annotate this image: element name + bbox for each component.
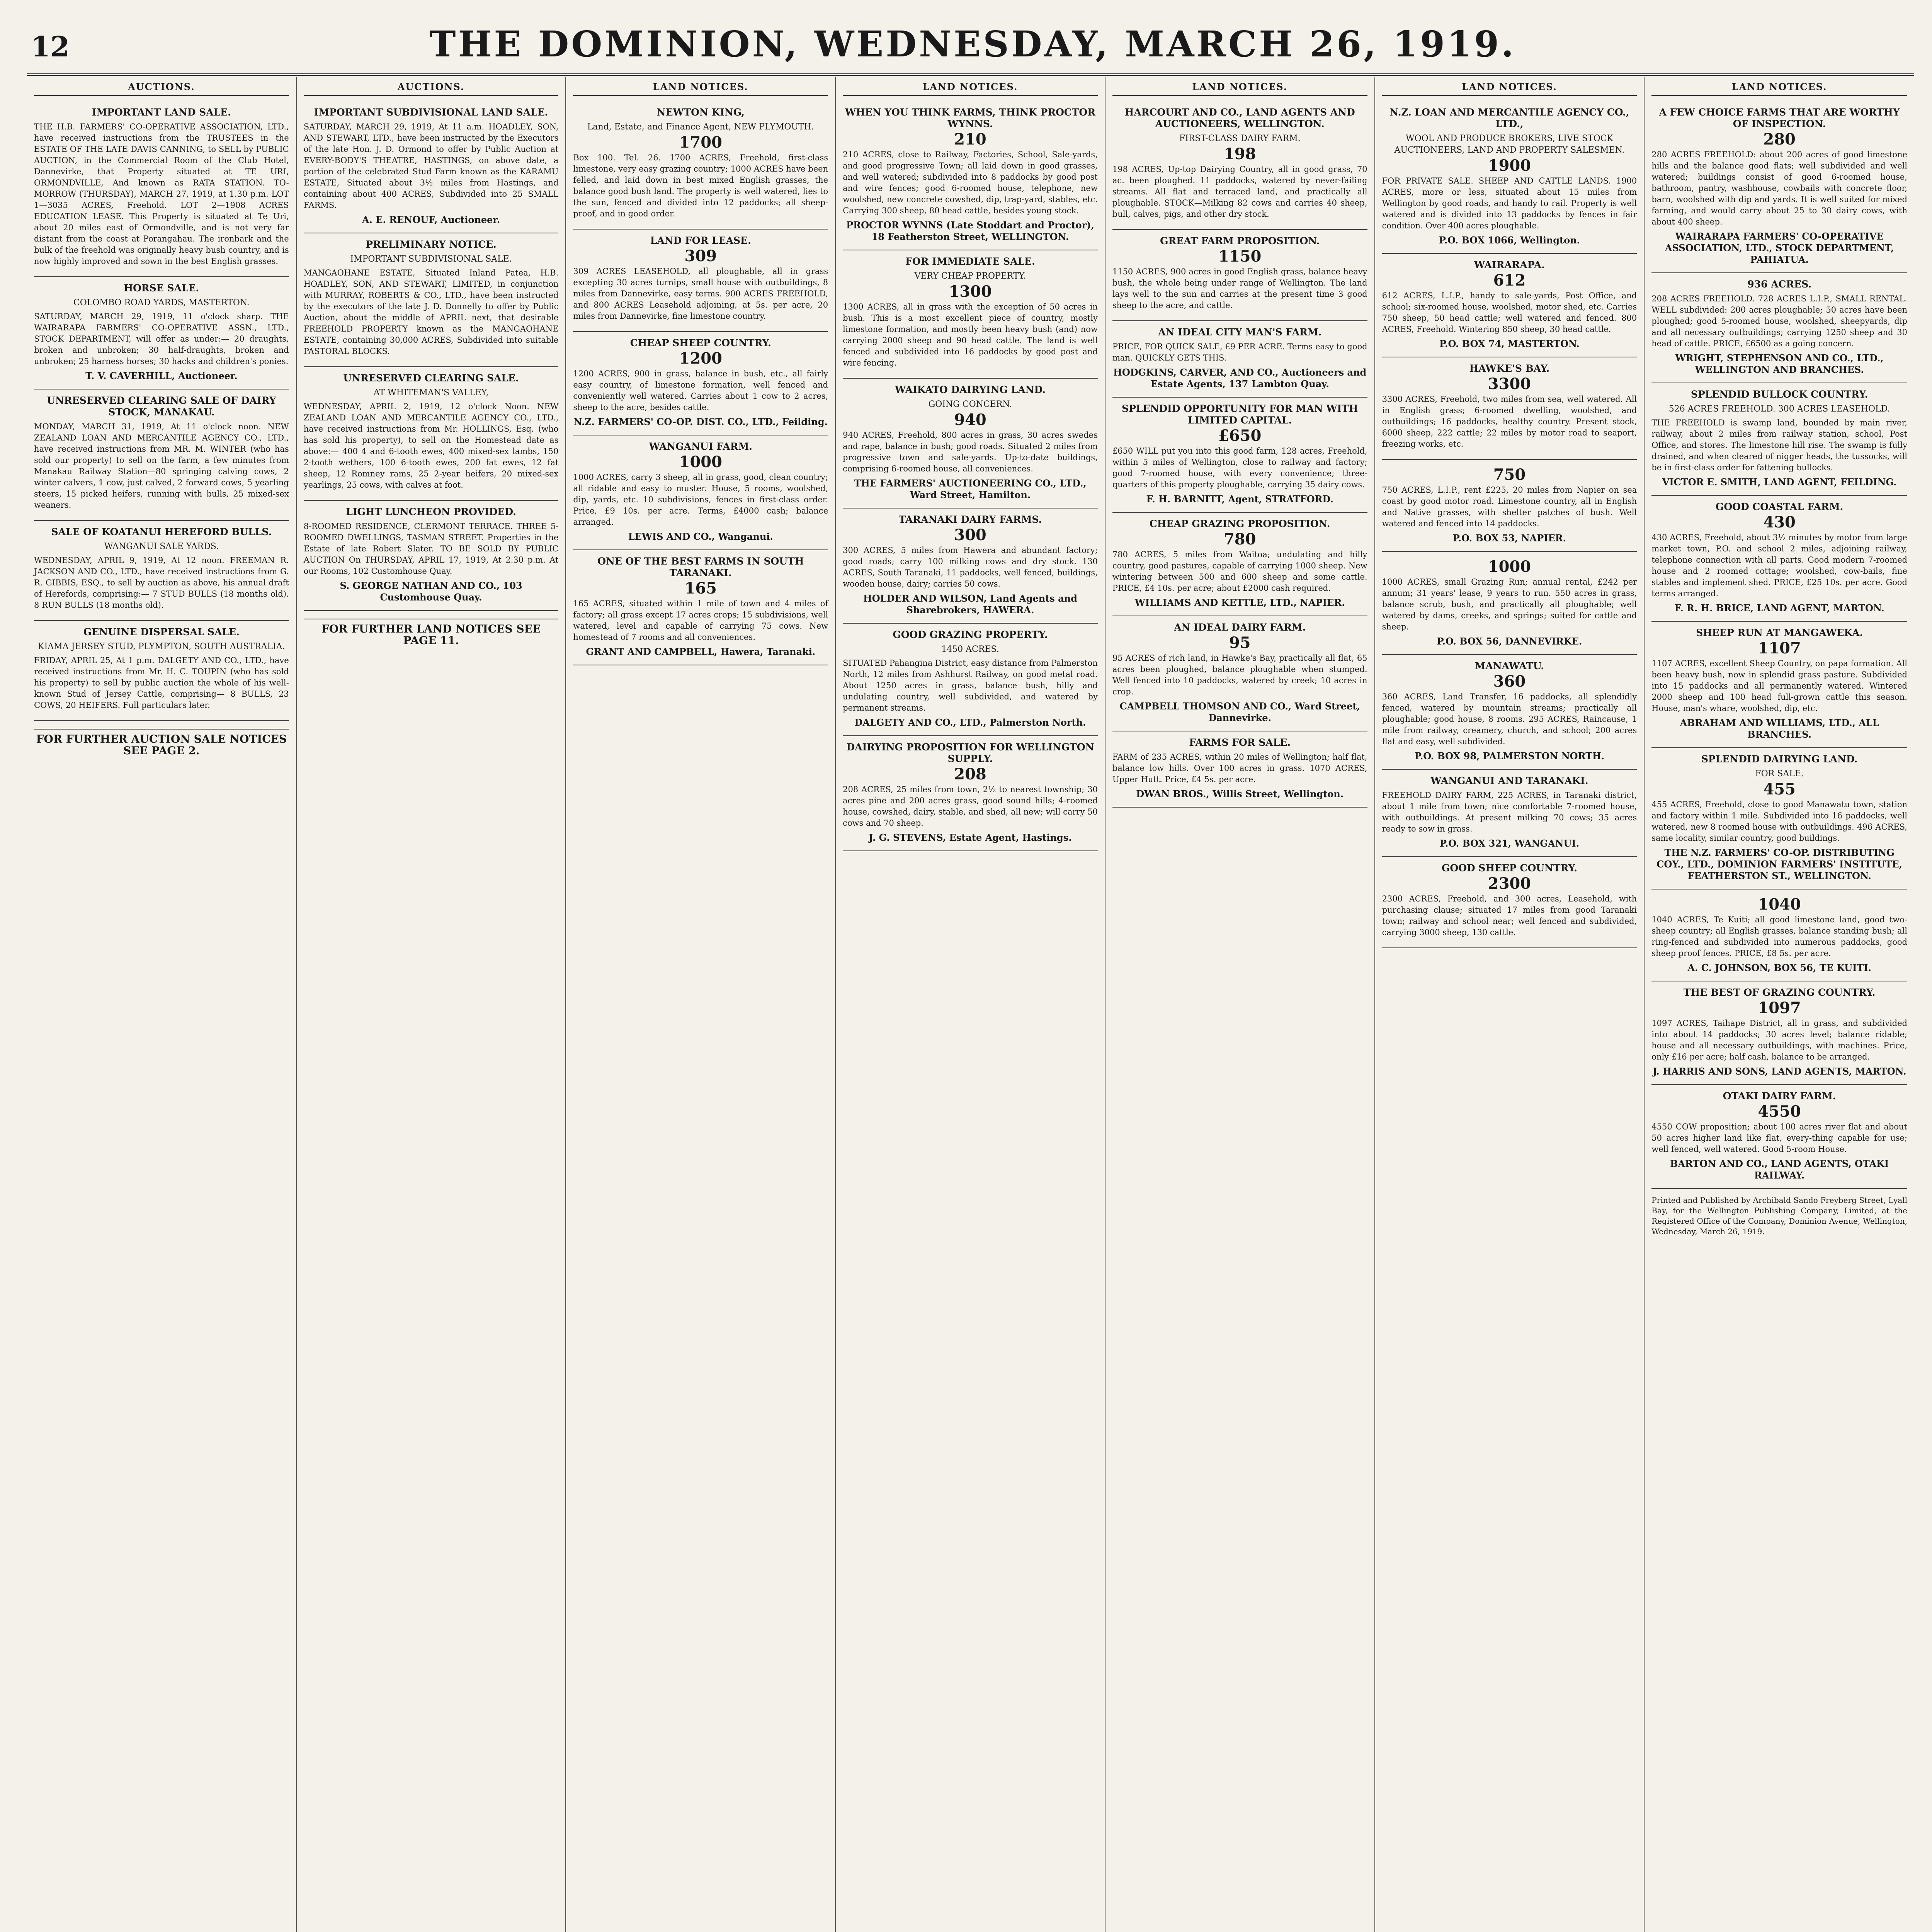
advertisement <box>304 367 559 501</box>
ad-title: DAIRYING PROPOSITION FOR WELLINGTON SUPPLY. <box>846 742 1094 764</box>
ad-subtitle: 1450 ACRES. <box>941 645 999 654</box>
ad-acreage: 198 <box>1223 145 1256 163</box>
ad-title: 936 ACRES. <box>1747 279 1812 290</box>
ad-body-text: 940 ACRES, Freehold, 800 acres in grass, 30 acres swedes and rape, balance in bush; good roads. Situated 2 miles from progressive town and sale-yards. Up-to-date buildings, comprising 6-roomed house, all conveniences. <box>843 430 1098 473</box>
ad-body-text: 750 ACRES, L.I.P., rent £225, 20 miles from Napier on sea coast by good motor road. Limestone country, all in English and Native grasses, with shelter patches of bush. Well watered and fenced into 14 paddocks. <box>1382 485 1637 528</box>
ad-acreage: 430 <box>1763 513 1796 531</box>
ad-agent-signature: P.O. BOX 1066, Wellington. <box>1439 235 1580 246</box>
advertisement <box>1651 383 1907 496</box>
ad-title: IMPORTANT LAND SALE. <box>92 107 231 118</box>
ad-body-text: SATURDAY, MARCH 29, 1919, 11 o'clock sharp. THE WAIRARAPA FARMERS' CO-OPERATIVE ASSN., LTD., STOCK DEPARTMENT, will offer as under:— 20 draughts, broken and unbroken; 30 half-draughts, broken and unbroken; 25 harness horses; 30 hacks and children's ponies. <box>34 312 289 366</box>
ad-acreage: £650 <box>1218 427 1262 445</box>
ad-body-text: 208 ACRES, 25 miles from town, 2½ to nearest township; 30 acres pine and 200 acres grass, good sound hills; 4-roomed house, cowshed, dairy, stable, and shed, all new; will carry 50 cows and 70 sheep. <box>843 785 1098 828</box>
ad-title: OTAKI DAIRY FARM. <box>1723 1090 1836 1102</box>
ad-body-text: 165 ACRES, situated within 1 mile of town and 4 miles of factory; all grass except 17 acres crops; 15 subdivisions, well watered, level and capable of carrying 75 cows. New homestead of 7 rooms and all conveniences. <box>573 599 828 642</box>
advertisement <box>843 624 1098 736</box>
ad-agent-signature: ABRAHAM AND WILLIAMS, LTD., ALL BRANCHES. <box>1680 717 1879 740</box>
column-6 <box>1375 77 1645 1932</box>
ad-agent-signature: VICTOR E. SMITH, LAND AGENT, FEILDING. <box>1662 476 1897 488</box>
column-3 <box>566 77 836 1932</box>
advertisement <box>1651 981 1907 1085</box>
ad-body-text: 198 ACRES, Up-top Dairying Country, all in good grass, 70 ac. been ploughed. 11 paddocks, watered by never-failing streams. All flat and terraced land, and practically all ploughable. STOCK—Milking 82 cows and carries 40 sheep, bull, calves, pigs, and other dry stock. <box>1112 165 1367 219</box>
ad-body-text: Box 100. Tel. 26. 1700 ACRES, Freehold, first-class limestone, very easy grazing country; 1000 ACRES have been felled, and laid down in best mixed English grasses, the balance good bush land. The property is well watered, lies to the sun, fenced and divided into 12 paddocks; all sheep-proof, and in good order. <box>573 153 828 218</box>
ad-title: CHEAP SHEEP COUNTRY. <box>630 337 771 349</box>
ad-body-text: 8-ROOMED RESIDENCE, CLERMONT TERRACE. THREE 5-ROOMED DWELLINGS, TASMAN STREET. Properties in the Estate of late Robert Slater. TO BE SOLD BY PUBLIC AUCTION On THURSDAY, APRIL 17, 1919, At 2.30 p.m. At our Rooms, 102 Customhouse Quay. <box>303 522 559 576</box>
ad-title: A FEW CHOICE FARMS THAT ARE WORTHY OF INSPECTION. <box>1659 107 1900 129</box>
ad-agent-signature: F. R. H. BRICE, LAND AGENT, MARTON. <box>1674 602 1884 614</box>
advertisement <box>573 230 828 332</box>
ad-body-text: MANGAOHANE ESTATE, Situated Inland Patea, H.B. HOADLEY, SON, AND STEWART, LIMITED, in conjunction with MURRAY, ROBERTS & CO., LTD., have been instructed by the executors of the late J. D. Donnelly to offer by Public Auction, about the middle of APRIL next, that desirable FREEHOLD PROPERTY known as the MANGAOHANE ESTATE, containing 30,000 ACRES, Subdivided into suitable PASTORAL BLOCKS. <box>303 268 559 356</box>
ad-subtitle: FIRST-CLASS DAIRY FARM. <box>1179 134 1301 143</box>
ad-agent-signature: P.O. BOX 321, WANGANUI. <box>1439 838 1579 849</box>
column-heading: AUCTIONS. <box>34 81 289 96</box>
ad-subtitle: IMPORTANT SUBDIVISIONAL SALE. <box>350 254 512 264</box>
ad-title: SPLENDID OPPORTUNITY FOR MAN WITH LIMITED CAPITAL. <box>1122 403 1358 426</box>
column-heading: LAND NOTICES. <box>1651 81 1907 96</box>
ad-title: WHEN YOU THINK FARMS, THINK PROCTOR WYNNS. <box>845 107 1095 129</box>
advertisement <box>573 435 828 550</box>
advertisement <box>1651 889 1907 981</box>
ad-title: WAIKATO DAIRYING LAND. <box>895 384 1046 395</box>
column-footer-notice: FOR FURTHER LAND NOTICES SEE PAGE 11. <box>304 619 559 646</box>
ad-agent-signature: THE N.Z. FARMERS' CO-OP. DISTRIBUTING COY., LTD., DOMINION FARMERS' INSTITUTE, FEATHERSTON ST., WELLINGTON. <box>1656 847 1902 881</box>
ad-subtitle: Land, Estate, and Finance Agent, NEW PLYMOUTH. <box>587 122 814 132</box>
ad-subtitle: FOR SALE. <box>1755 769 1804 779</box>
ad-body-text: 455 ACRES, Freehold, close to good Manawatu town, station and factory within 1 mile. Subdivided into 16 paddocks, well watered, new 8 roomed house with outbuildings. 496 ACRES, same locality, similar country, good buildings. <box>1651 800 1907 843</box>
ad-body-text: 309 ACRES LEASEHOLD, all ploughable, all in grass excepting 30 acres turnips, small house with outbuildings, 8 miles from Dannevirke, easy terms. 900 ACRES FREEHOLD, and 800 ACRES Leasehold adjoining, at 5s. per acre, 20 miles from Dannevirke, fine limestone country. <box>573 267 828 321</box>
ad-body-text: 780 ACRES, 5 miles from Waitoa; undulating and hilly country, good pastures, capable of carrying 1000 sheep. New wintering between 500 and 600 sheep and some cattle. PRICE, £4 10s. per acre; about £2000 cash required. <box>1112 550 1367 593</box>
ad-agent-signature: LEWIS AND CO., Wanganui. <box>628 531 773 542</box>
ad-agent-signature: PROCTOR WYNNS (Late Stoddart and Proctor), 18 Featherston Street, WELLINGTON. <box>846 219 1094 242</box>
ad-body-text: 1000 ACRES, carry 3 sheep, all in grass, good, clean country; all ridable and easy to muster. House, 5 rooms, woolshed, dip, yards, etc. 10 subdivisions, fences in first-class order. Price, £9 10s. per acre. Terms, £4000 cash; balance arranged. <box>573 473 828 527</box>
ad-acreage: 1097 <box>1758 999 1801 1017</box>
ad-agent-signature: HOLDER AND WILSON, Land Agents and Sharebrokers, HAWERA. <box>863 593 1077 616</box>
ad-agent-signature: WAIRARAPA FARMERS' CO-OPERATIVE ASSOCIATION, LTD., STOCK DEPARTMENT, PAHIATUA. <box>1665 231 1894 265</box>
advertisement <box>1651 101 1907 273</box>
ad-acreage: 1000 <box>1488 558 1531 576</box>
ad-body-text: 1300 ACRES, all in grass with the exception of 50 acres in bush. This is a most excellent piece of country, mostly limestone formation, and mostly been heavy bush (and) now carrying 2000 sheep and 90 head cattle. The land is well fenced and subdivided into 16 paddocks by good post and wire fencing. <box>843 302 1098 367</box>
ad-title: GENUINE DISPERSAL SALE. <box>83 626 240 638</box>
advertisement <box>1112 731 1367 808</box>
ad-body-text: 430 ACRES, Freehold, about 3½ minutes by motor from large market town, P.O. and school 2 miles, adjoining railway, telephone connection with all parts. Good modern 7-roomed house and 2 roomed cottage; woolshed, cow-bails, fine stables and implement shed. PRICE, £25 10s. per acre. Good terms arranged. <box>1651 533 1907 598</box>
ad-body-text: FARM of 235 ACRES, within 20 miles of Wellington; half flat, balance low hills. Over 100 acres in grass. 1070 ACRES, Upper Hutt. Price, £4 5s. per acre. <box>1112 752 1367 784</box>
ad-body-text: FRIDAY, APRIL 25, At 1 p.m. DALGETY AND CO., LTD., have received instructions from Mr. H. C. TOUPIN (who has sold his property) to sell by public auction the whole of his well-known Stud of Jersey Cattle, comprising— 8 BULLS, 23 COWS, 20 HEIFERS. Full particulars later. <box>34 656 289 710</box>
newspaper-title: THE DOMINION, WEDNESDAY, MARCH 26, 1919. <box>429 23 1516 65</box>
advertisement <box>1382 770 1637 857</box>
ad-agent-signature: S. GEORGE NATHAN AND CO., 103 Customhouse Quay. <box>340 580 522 603</box>
ad-body-text: 208 ACRES FREEHOLD. 728 ACRES L.I.P., SMALL RENTAL. WELL subdivided: 200 acres ploughable; 50 acres have been ploughed; good 5-roomed house, woolshed, sheepyards, dip and all necessary outbuildings; carrying 1250 sheep and 30 head of cattle. PRICE, £6500 as a going concern. <box>1651 294 1907 348</box>
advertisement <box>1382 655 1637 770</box>
ad-acreage: 4550 <box>1758 1102 1801 1121</box>
ad-agent-signature: DALGETY AND CO., LTD., Palmerston North. <box>854 717 1086 728</box>
ad-agent-signature: P.O. BOX 98, PALMERSTON NORTH. <box>1414 750 1605 762</box>
column-grid <box>27 77 1914 1932</box>
ad-acreage: 1700 <box>679 133 722 151</box>
ad-title: SHEEP RUN AT MANGAWEKA. <box>1696 627 1863 638</box>
advertisement <box>1112 101 1367 230</box>
ad-body-text: 1000 ACRES, small Grazing Run; annual rental, £242 per annum; 31 years' lease, 9 years to run. 550 acres in grass, balance scrub, bush, and practically all ploughable; well watered by dams, creeks, and springs; suited for cattle and sheep. <box>1382 577 1637 631</box>
ad-body-text: £650 WILL put you into this good farm, 128 acres, Freehold, within 5 miles of Wellington, close to railway and factory; good 7-roomed house, with every convenience; three-quarters of this property ploughable, carrying 35 dairy cows. <box>1112 446 1367 489</box>
ad-title: TARANAKI DAIRY FARMS. <box>898 514 1042 525</box>
ad-agent-signature: P.O. BOX 74, MASTERTON. <box>1439 338 1580 349</box>
ad-title: CHEAP GRAZING PROPOSITION. <box>1149 518 1330 529</box>
ad-acreage: 3300 <box>1488 375 1531 393</box>
ad-acreage: 360 <box>1493 672 1526 690</box>
ad-title: N.Z. LOAN AND MERCANTILE AGENCY CO., LTD., <box>1389 107 1629 129</box>
advertisement <box>573 550 828 665</box>
ad-body-text: 1200 ACRES, 900 in grass, balance in bush, etc., all fairly easy country, of limestone formation, well fenced and conveniently well watered. Carries about 1 cow to 2 acres, sheep to the acre, besides cattle. <box>573 369 828 412</box>
ad-title: PRELIMINARY NOTICE. <box>366 239 497 250</box>
ad-agent-signature: N.Z. FARMERS' CO-OP. DIST. CO., LTD., Feilding. <box>573 416 828 427</box>
ad-subtitle: COLOMBO ROAD YARDS, MASTERTON. <box>73 298 250 308</box>
advertisement <box>1112 398 1367 513</box>
page-number: 12 <box>31 30 70 63</box>
ad-acreage: 612 <box>1493 271 1526 289</box>
advertisement <box>1382 254 1637 357</box>
ad-body-text: PRICE, FOR QUICK SALE, £9 PER ACRE. Terms easy to good man. QUICKLY GETS THIS. <box>1112 342 1367 362</box>
ad-acreage: 455 <box>1763 780 1796 798</box>
advertisement <box>1112 230 1367 321</box>
ad-body-text: 95 ACRES of rich land, in Hawke's Bay, practically all flat, 65 acres been ploughed, balance ploughable when stumped. Well fenced into 10 paddocks, watered by creek; 10 acres in crop. <box>1112 653 1367 696</box>
ad-title: MANAWATU. <box>1475 660 1544 672</box>
ad-acreage: 1000 <box>679 453 722 471</box>
ad-body-text: 1150 ACRES, 900 acres in good English grass, balance heavy bush, the whole being under range of Wellington. The land lays well to the sun and carries at the present time 3 good sheep to the acre, and cattle. <box>1112 267 1367 310</box>
ad-title: UNRESERVED CLEARING SALE OF DAIRY STOCK, MANAKAU. <box>47 395 276 418</box>
advertisement <box>304 101 559 233</box>
ad-agent-signature: CAMPBELL THOMSON AND CO., Ward Street, Dannevirke. <box>1119 701 1360 723</box>
ad-agent-signature: DWAN BROS., Willis Street, Wellington. <box>1136 788 1344 799</box>
ad-acreage: 2300 <box>1488 874 1531 893</box>
ad-title: SPLENDID BULLOCK COUNTRY. <box>1690 389 1868 400</box>
ad-agent-signature: A. C. JOHNSON, BOX 56, TE KUITI. <box>1687 962 1871 973</box>
ad-body-text: SATURDAY, MARCH 29, 1919, At 11 a.m. HOADLEY, SON, AND STEWART, LTD., have been instructed by the Executors of the late Hon. J. D. Ormond to offer by Public Auction at EVERY-BODY'S THEATRE, HASTINGS, on above date, a portion of the celebrated Stud Farm known as the KARAMU ESTATE, Situated about 3½ miles from Hastings, and containing about 400 ACRES, Subdivided into 25 SMALL FARMS. <box>303 122 559 210</box>
ad-acreage: 1040 <box>1758 895 1801 913</box>
ad-agent-signature: A. E. RENOUF, Auctioneer. <box>362 214 500 225</box>
ad-subtitle: AT WHITEMAN'S VALLEY, <box>373 388 489 398</box>
ad-title: THE BEST OF GRAZING COUNTRY. <box>1683 987 1876 998</box>
ad-body-text: 360 ACRES, Land Transfer, 16 paddocks, all splendidly fenced, watered by mountain streams; practically all ploughable; good house, 8 rooms. 295 ACRES, Raincause, 1 mile from railway, creamery, church, and school; 200 acres flat and easy, well subdivided. <box>1382 692 1637 746</box>
column-5 <box>1105 77 1375 1932</box>
ad-body-text: 300 ACRES, 5 miles from Hawera and abundant factory; good roads; carry 100 milking cows and dry stock. 130 ACRES, South Taranaki, 11 paddocks, well fenced, buildings, wooden house, dairy; carries 50 cows. <box>843 546 1098 588</box>
ad-acreage: 95 <box>1229 634 1251 652</box>
ad-title: WANGANUI AND TARANAKI. <box>1430 775 1588 786</box>
advertisement <box>1382 460 1637 552</box>
ad-title: FARMS FOR SALE. <box>1189 737 1291 748</box>
ad-title: FOR IMMEDIATE SALE. <box>905 256 1035 267</box>
advertisement <box>1651 496 1907 622</box>
column-1 <box>27 77 297 1932</box>
ad-body-text: 210 ACRES, close to Railway, Factories, School, Sale-yards, and good progressive Town; all laid down in good grasses, and well watered; subdivided into 8 paddocks by good post and wire fences; good 6-roomed house, telephone, new woolshed, new concrete cowshed, dip, trap-yard, stables, etc. Carrying 300 sheep, 80 head cattle, besides young stock. <box>843 150 1098 215</box>
column-heading: LAND NOTICES. <box>1382 81 1637 96</box>
ad-acreage: 300 <box>954 526 986 544</box>
ad-body-text: 1107 ACRES, excellent Sheep Country, on papa formation. All been heavy bush, now in splendid grass pasture. Subdivided into 15 paddocks and all permanently watered. Wintered 2000 sheep and 100 head full-grown cattle this season. House, man's whare, woolshed, dip, etc. <box>1651 659 1907 713</box>
ad-subtitle: GOING CONCERN. <box>928 400 1012 409</box>
ad-acreage: 780 <box>1223 530 1256 548</box>
column-heading: LAND NOTICES. <box>843 81 1098 96</box>
ad-body-text: 1097 ACRES, Taihape District, all in grass, and subdivided into about 14 paddocks; 30 acres level; balance ridable; house and all necessary outbuildings, with machines. Price, only £16 per acre; half cash, balance to be arranged. <box>1651 1019 1907 1061</box>
ad-body-text: WEDNESDAY, APRIL 9, 1919, At 12 noon. FREEMAN R. JACKSON AND CO., LTD., have received instructions from G. R. GIBBIS, ESQ., to sell by auction as above, his annual draft of Herefords, comprising:— 7 STUD BULLS (18 months old). 8 RUN BULLS (18 months old). <box>34 556 289 610</box>
advertisement <box>573 101 828 230</box>
ad-body-text: 1040 ACRES, Te Kuiti; all good limestone land, good two-sheep country; all English grasses, balance standing bush; all ring-fenced and subdivided into numerous paddocks, good sheep proof fences. PRICE, £8 5s. per acre. <box>1651 915 1907 958</box>
advertisement <box>843 101 1098 250</box>
ad-title: LAND FOR LEASE. <box>650 235 751 246</box>
ad-agent-signature: P.O. BOX 56, DANNEVIRKE. <box>1437 636 1582 647</box>
ad-subtitle: WOOL AND PRODUCE BROKERS, LIVE STOCK AUCTIONEERS, LAND AND PROPERTY SALESMEN. <box>1394 134 1625 155</box>
ad-title: SPLENDID DAIRYING LAND. <box>1701 753 1858 765</box>
ad-body-text: THE FREEHOLD is swamp land, bounded by main river, railway, about 2 miles from railway station, school, Post Office, and stores. The limestone hill rise. The swamp is fully drained, and when cleared of nigger heads, the tussocks, will be in first-class order for fattening bullocks. <box>1651 418 1907 472</box>
advertisement <box>34 521 289 621</box>
ad-subtitle: 526 ACRES FREEHOLD. 300 ACRES LEASEHOLD. <box>1668 404 1890 414</box>
ad-acreage: 750 <box>1493 466 1526 484</box>
ad-acreage: 1200 <box>679 349 722 367</box>
advertisement <box>1382 857 1637 948</box>
ad-title: GREAT FARM PROPOSITION. <box>1160 235 1320 247</box>
ad-title: WAIRARAPA. <box>1474 259 1545 270</box>
ad-body-text: 4550 COW proposition; about 100 acres river flat and about 50 acres higher land like flat, every-thing capable for use; well fenced, well watered. Good 5-room House. <box>1651 1122 1907 1154</box>
ad-acreage: 208 <box>954 765 986 783</box>
advertisement <box>1112 616 1367 731</box>
ad-subtitle: WANGANUI SALE YARDS. <box>104 542 219 551</box>
ad-title: AN IDEAL DAIRY FARM. <box>1174 622 1306 633</box>
column-heading: AUCTIONS. <box>304 81 559 96</box>
ad-title: GOOD COASTAL FARM. <box>1716 501 1844 512</box>
advertisement <box>1112 513 1367 616</box>
ad-title: UNRESERVED CLEARING SALE. <box>343 372 519 384</box>
ad-title: HORSE SALE. <box>124 282 199 294</box>
ad-title: HARCOURT AND CO., LAND AGENTS AND AUCTIONEERS, WELLINGTON. <box>1124 107 1355 129</box>
ad-title: LIGHT LUNCHEON PROVIDED. <box>346 506 516 517</box>
column-footer-notice: FOR FURTHER AUCTION SALE NOTICES SEE PAGE 2. <box>34 729 289 757</box>
ad-body-text: 2300 ACRES, Freehold, and 300 acres, Leasehold, with purchasing clause; situated 17 miles from good Taranaki town; railway and school near; well fenced and subdivided, carrying 3000 sheep, 130 cattle. <box>1382 894 1637 937</box>
ad-acreage: 165 <box>684 579 717 597</box>
advertisement <box>304 501 559 611</box>
column-heading: LAND NOTICES. <box>573 81 828 96</box>
ad-body-text: FREEHOLD DAIRY FARM, 225 ACRES, in Taranaki district, about 1 mile from town; nice comfortable 7-roomed house, with outbuildings. At present milking 70 cows; 35 acres ready to sow in grass. <box>1382 791 1637 833</box>
advertisement <box>843 250 1098 379</box>
advertisement <box>1382 552 1637 655</box>
ad-title: WANGANUI FARM. <box>649 441 752 452</box>
column-4 <box>836 77 1105 1932</box>
advertisement <box>34 389 289 521</box>
ad-agent-signature: GRANT AND CAMPBELL, Hawera, Taranaki. <box>586 646 816 657</box>
ad-agent-signature: P.O. BOX 53, NAPIER. <box>1452 532 1566 544</box>
advertisement <box>1651 273 1907 383</box>
ad-acreage: 940 <box>954 411 986 429</box>
advertisement <box>843 379 1098 509</box>
ad-acreage: 1107 <box>1758 639 1801 657</box>
advertisement <box>1112 321 1367 398</box>
ad-subtitle: KIAMA JERSEY STUD, PLYMPTON, SOUTH AUSTRALIA. <box>38 642 285 651</box>
ad-agent-signature: WRIGHT, STEPHENSON AND CO., LTD., WELLINGTON AND BRANCHES. <box>1675 352 1884 375</box>
ad-body-text: 3300 ACRES, Freehold, two miles from sea, well watered. All in English grass; 6-roomed dwelling, woolshed, and outbuildings; 16 paddocks, healthy country. Present stock, 6000 sheep, 222 cattle; 22 miles by motor road to seaport, freezing works, etc. <box>1382 395 1637 449</box>
ad-title: SALE OF KOATANUI HEREFORD BULLS. <box>51 526 272 537</box>
advertisement <box>1651 622 1907 748</box>
ad-agent-signature: J. G. STEVENS, Estate Agent, Hastings. <box>869 832 1072 843</box>
ad-agent-signature: F. H. BARNITT, Agent, STRATFORD. <box>1146 493 1333 505</box>
ad-body-text: MONDAY, MARCH 31, 1919, At 11 o'clock noon. NEW ZEALAND LOAN AND MERCANTILE AGENCY CO., LTD., have received instructions from MR. M. WINTER (who has sold our property) to sell on the farm, a few minutes from Manakau Railway Station—80 springing calving cows, 2 winter calvers, 1 cow, just calved, 2 forward cows, 5 yearling steers, 15 picked heifers, running with bulls, 25 mixed-sex weaners. <box>34 422 289 510</box>
ad-acreage: 1300 <box>949 282 992 301</box>
ad-agent-signature: BARTON AND CO., LAND AGENTS, OTAKI RAILWAY. <box>1670 1158 1889 1181</box>
advertisement <box>34 277 289 389</box>
ad-acreage: 280 <box>1763 130 1796 148</box>
ad-body-text: FOR PRIVATE SALE. SHEEP AND CATTLE LANDS. 1900 ACRES, more or less, situated about 15 miles from Wellington by good roads, and handy to rail. Property is well watered and is divided into 13 paddocks by fences in fair condition. Over 400 acres ploughable. <box>1382 176 1637 230</box>
column-7 <box>1645 77 1914 1932</box>
column-2 <box>297 77 566 1932</box>
ad-body-text: WEDNESDAY, APRIL 2, 1919, 12 o'clock Noon. NEW ZEALAND LOAN AND MERCANTILE AGENCY CO., LTD., have received instructions from Mr. HOLLINGS, Esq. (who has sold his property), to sell on the Homestead date as above:— 400 4 and 6-tooth ewes, 400 mixed-sex lambs, 150 2-tooth wethers, 100 6-tooth ewes, 200 fat ewes, 12 fat sheep, 12 Romney rams, 25 2-year heifers, 20 mixed-sex yearlings, 25 cows, with calves at foot. <box>303 402 559 490</box>
column-heading: LAND NOTICES. <box>1112 81 1367 96</box>
ad-agent-signature: WILLIAMS AND KETTLE, LTD., NAPIER. <box>1134 597 1345 608</box>
ad-title: AN IDEAL CITY MAN'S FARM. <box>1158 327 1322 338</box>
advertisement <box>1382 357 1637 460</box>
printer-imprint: Printed and Published by Archibald Sando Freyberg Street, Lyall Bay, for the Wellington Publishing Company, Limited, at the Registered Office of the Company, Dominion Avenue, Wellington, Wednesday, March 26, 1919. <box>1651 1196 1907 1236</box>
ad-title: HAWKE'S BAY. <box>1469 363 1550 374</box>
ad-agent-signature: J. HARRIS AND SONS, LAND AGENTS, MARTON. <box>1652 1066 1906 1077</box>
ad-acreage: 1150 <box>1218 247 1262 265</box>
ad-body-text: SITUATED Pahangina District, easy distance from Palmerston North, 12 miles from Ashhurst Railway, on good metal road. About 1250 acres in grass, balance bush, hilly and undulating country, well subdivided, and watered by permanent streams. <box>843 658 1098 713</box>
advertisement <box>573 332 828 435</box>
masthead <box>27 23 1914 76</box>
advertisement <box>34 101 289 277</box>
ad-title: ONE OF THE BEST FARMS IN SOUTH TARANAKI. <box>597 556 804 578</box>
advertisement <box>34 621 289 721</box>
advertisement <box>304 233 559 367</box>
ad-acreage: 1900 <box>1488 156 1531 175</box>
advertisement <box>1651 748 1907 889</box>
ad-title: GOOD GRAZING PROPERTY. <box>893 629 1048 640</box>
ad-acreage: 210 <box>954 130 986 148</box>
ad-agent-signature: THE FARMERS' AUCTIONEERING CO., LTD., Ward Street, Hamilton. <box>854 478 1087 500</box>
ad-body-text: 612 ACRES, L.I.P., handy to sale-yards, Post Office, and school; six-roomed house, woolshed, motor shed, etc. Carries 750 sheep, 50 head cattle; well watered and fenced. 800 ACRES, Freehold. Wintering 850 sheep, 30 head cattle. <box>1382 291 1637 334</box>
advertisement <box>1651 1085 1907 1189</box>
ad-agent-signature: T. V. CAVERHILL, Auctioneer. <box>85 370 238 381</box>
ad-title: GOOD SHEEP COUNTRY. <box>1441 862 1577 874</box>
ad-agent-signature: HODGKINS, CARVER, AND CO., Auctioneers and Estate Agents, 137 Lambton Quay. <box>1113 367 1367 389</box>
advertisement <box>843 736 1098 851</box>
ad-body-text: THE H.B. FARMERS' CO-OPERATIVE ASSOCIATION, LTD., have received instructions from the TRUSTEES in the ESTATE OF THE LATE DAVIS CANNING, to SELL by PUBLIC AUCTION, in the Commercial Room of the Club Hotel, Dannevirke, that Property situated at TE URI, ORMONDVILLE, And known as RATA STATION. TO-MORROW (THURSDAY), MARCH 27, 1919, at 1.30 p.m. LOT 1—3035 ACRES, Freehold. LOT 2—1908 ACRES EDUCATION LEASE. This Property is situated at Te Uri, about 20 miles east of Ormondville, and is not very far distant from the coast at Porangahau. The ironbark and the bulk of the freehold was originally heavy bush country, and is now highly improved and sown in the best English grasses. <box>34 122 289 266</box>
ad-title: NEWTON KING, <box>656 107 745 118</box>
advertisement <box>1382 101 1637 254</box>
advertisement <box>843 509 1098 624</box>
ad-body-text: 280 ACRES FREEHOLD: about 200 acres of good limestone hills and the balance good flats; well subdivided and well watered; buildings consist of good 6-roomed house, bathroom, pantry, washhouse, cowbails with concrete floor, barn, woolshed with dip and yards. It is well suited for mixed farming, and would carry about 25 to 30 dairy cows, with about 400 sheep. <box>1651 150 1907 226</box>
ad-subtitle: VERY CHEAP PROPERTY. <box>914 271 1026 281</box>
ad-title: IMPORTANT SUBDIVISIONAL LAND SALE. <box>314 107 548 118</box>
ad-acreage: 309 <box>684 247 717 265</box>
